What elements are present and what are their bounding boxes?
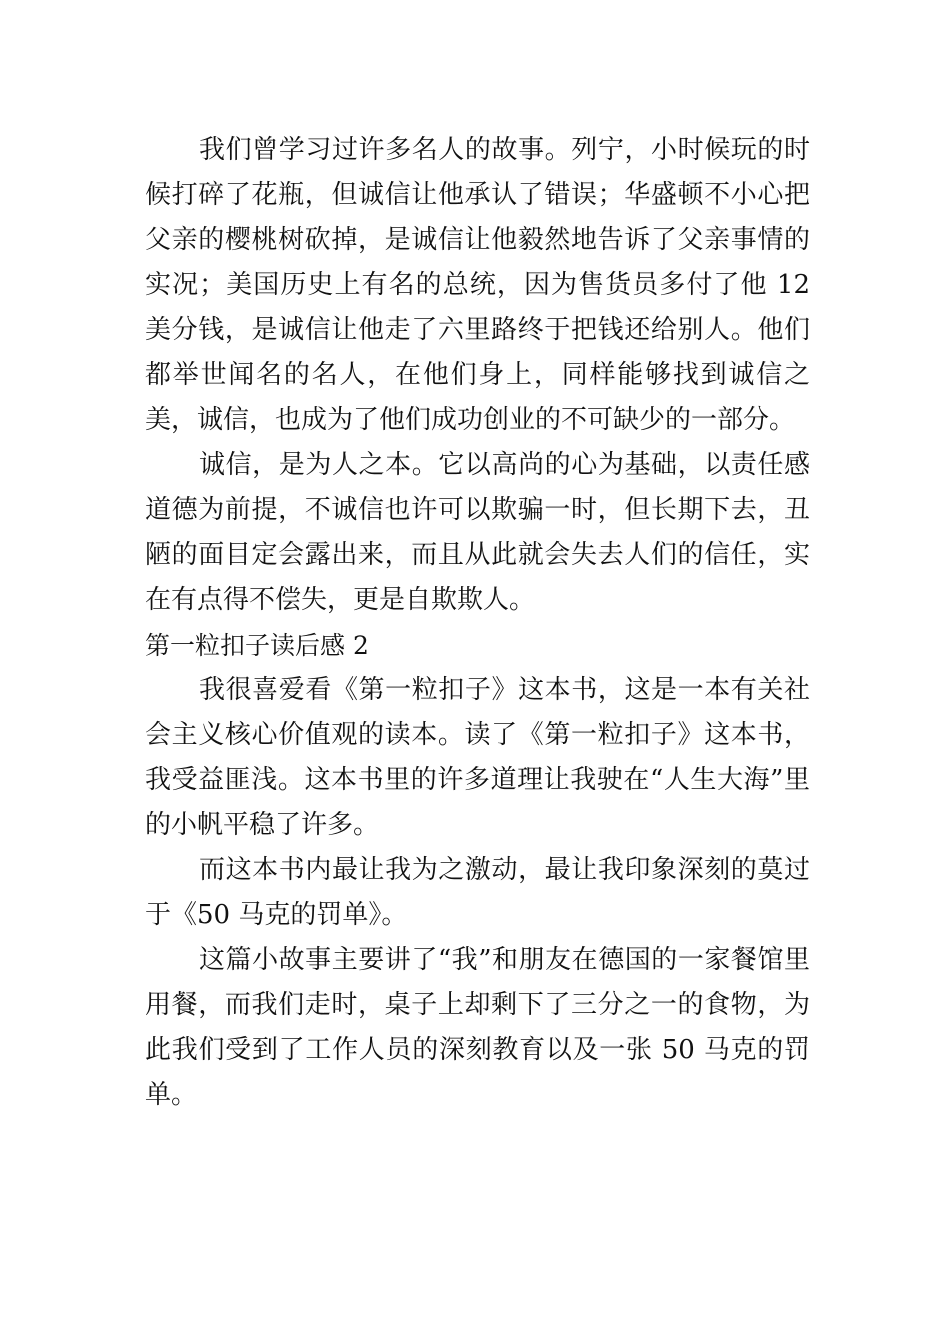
paragraph-story-summary: 这篇小故事主要讲了“我”和朋友在德国的一家餐馆里用餐，而我们走时，桌子上却剩下了三分之一的食物，为此我们受到了工作人员的深刻教育以及一张 50 马克的罚单。 [145, 945, 810, 1110]
document-body [145, 128, 810, 1118]
section-heading: 第一粒扣子读后感 2 [145, 631, 369, 660]
paragraph-famous-people: 我们曾学习过许多名人的故事。列宁，小时候玩的时候打碎了花瓶，但诚信让他承认了错误；华盛顿不小心把父亲的樱桃树砍掉，是诚信让他毅然地告诉了父亲事情的实况；美国历史上有名的总统，因为售货员多付了他 12 美分钱，是诚信让他走了六里路终于把钱还给别人。他们都举世闻名的名人，在他们身上，同样能够找到诚信之美，诚信，也成为了他们成功创业的不可缺少的一部分。 [145, 135, 810, 435]
paragraph-most-moving: 而这本书内最让我为之激动，最让我印象深刻的莫过于《50 马克的罚单》。 [145, 855, 810, 930]
paragraph-book-intro: 我很喜爱看《第一粒扣子》这本书，这是一本有关社会主义核心价值观的读本。读了《第一粒扣子》这本书，我受益匪浅。这本书里的许多道理让我驶在“人生大海”里的小帆平稳了许多。 [145, 675, 810, 840]
paragraph-honesty-foundation: 诚信，是为人之本。它以高尚的心为基础，以责任感道德为前提，不诚信也许可以欺骗一时，但长期下去，丑陋的面目定会露出来，而且从此就会失去人们的信任，实在有点得不偿失，更是自欺欺人。 [145, 450, 810, 615]
